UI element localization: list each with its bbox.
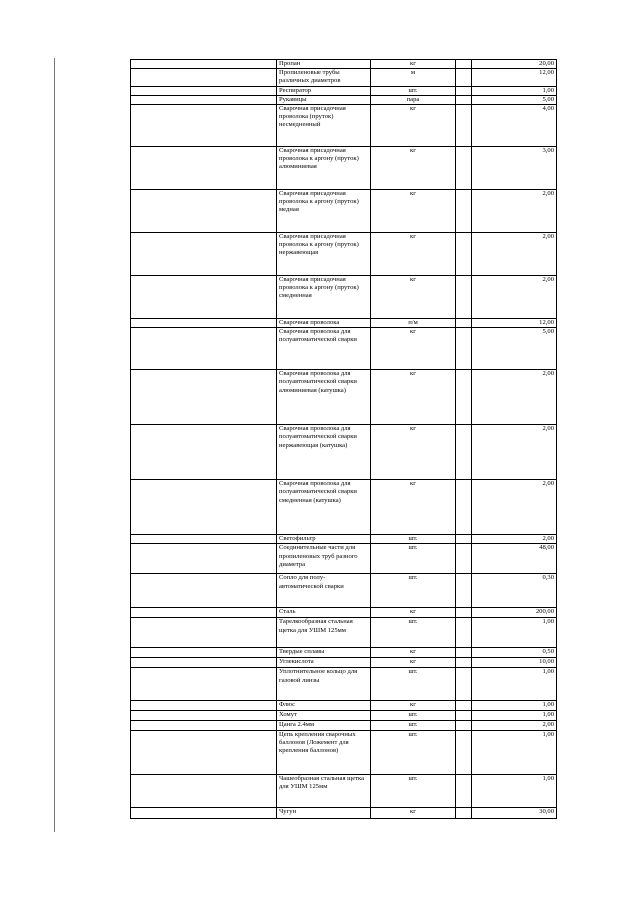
row-blank-cell [131, 544, 277, 574]
table-row [131, 574, 557, 608]
row-spacer-cell [456, 658, 472, 668]
row-spacer-cell [456, 69, 472, 86]
unit-cell: шт. [371, 574, 456, 608]
table-row [131, 480, 557, 535]
table-row [131, 328, 557, 370]
row-blank-cell [131, 95, 277, 104]
material-name-cell: Цепь крепления сварочных баллонов (Ложемент для крепления баллонов) [277, 730, 371, 774]
unit-cell: кг [371, 480, 456, 535]
material-name-cell: Сварочная проволока для полуавтоматической сварки [277, 328, 371, 370]
row-spacer-cell [456, 807, 472, 818]
material-name-cell: Цанга 2.4мм [277, 720, 371, 730]
row-blank-cell [131, 720, 277, 730]
row-blank-cell [131, 535, 277, 544]
unit-cell: пара [371, 95, 456, 104]
row-spacer-cell [456, 233, 472, 276]
row-spacer-cell [456, 608, 472, 618]
material-name-cell: Светофильтр [277, 535, 371, 544]
quantity-cell: 10,00 [472, 658, 557, 668]
row-spacer-cell [456, 720, 472, 730]
table-row [131, 701, 557, 711]
quantity-cell: 48,00 [472, 544, 557, 574]
material-name-cell: Углекислота [277, 658, 371, 668]
unit-cell: шт. [371, 774, 456, 807]
table-row [131, 276, 557, 319]
row-blank-cell [131, 701, 277, 711]
material-name-cell: Сварочная присадочная проволока к аргону (пруток) медная [277, 190, 371, 233]
materials-table [130, 59, 557, 819]
row-blank-cell [131, 233, 277, 276]
quantity-cell: 5,00 [472, 328, 557, 370]
material-name-cell: Респиратор [277, 86, 371, 95]
table-row [131, 730, 557, 774]
row-blank-cell [131, 147, 277, 190]
table-row [131, 618, 557, 648]
unit-cell: шт. [371, 618, 456, 648]
material-name-cell: Чашеобразная стальная щетка для УШМ 125мм [277, 774, 371, 807]
row-spacer-cell [456, 60, 472, 69]
row-spacer-cell [456, 190, 472, 233]
quantity-cell: 2,00 [472, 276, 557, 319]
material-name-cell: Хомут [277, 711, 371, 720]
quantity-cell: 20,00 [472, 60, 557, 69]
material-name-cell: Сопло для полу-автоматической сварки [277, 574, 371, 608]
row-blank-cell [131, 276, 277, 319]
row-blank-cell [131, 86, 277, 95]
table-row [131, 648, 557, 658]
quantity-cell: 2,00 [472, 233, 557, 276]
table-row [131, 105, 557, 147]
material-name-cell: Тарелкообразная стальная щетка для УШМ 125мм [277, 618, 371, 648]
unit-cell: кг [371, 370, 456, 425]
row-blank-cell [131, 774, 277, 807]
row-spacer-cell [456, 425, 472, 480]
unit-cell: шт. [371, 730, 456, 774]
row-spacer-cell [456, 95, 472, 104]
quantity-cell: 200,00 [472, 608, 557, 618]
row-spacer-cell [456, 480, 472, 535]
material-name-cell: Сварочная проволока для полуавтоматической сварки смедненная (катушка) [277, 480, 371, 535]
row-spacer-cell [456, 648, 472, 658]
material-name-cell: Рукавицы [277, 95, 371, 104]
quantity-cell: 4,00 [472, 105, 557, 147]
table-row [131, 658, 557, 668]
table-row [131, 69, 557, 86]
row-spacer-cell [456, 328, 472, 370]
table-row [131, 95, 557, 104]
row-blank-cell [131, 807, 277, 818]
row-blank-cell [131, 60, 277, 69]
material-name-cell: Твердые сплавы [277, 648, 371, 658]
quantity-cell: 1,00 [472, 86, 557, 95]
table-row [131, 233, 557, 276]
row-blank-cell [131, 618, 277, 648]
table-row [131, 319, 557, 328]
unit-cell: шт. [371, 668, 456, 701]
unit-cell: шт. [371, 720, 456, 730]
unit-cell: кг [371, 658, 456, 668]
row-blank-cell [131, 648, 277, 658]
unit-cell: кг [371, 425, 456, 480]
material-name-cell: Сталь [277, 608, 371, 618]
unit-cell: кг [371, 233, 456, 276]
row-spacer-cell [456, 544, 472, 574]
row-blank-cell [131, 370, 277, 425]
row-blank-cell [131, 711, 277, 720]
material-name-cell: Сварочная присадочная проволока (пруток) несмедненный [277, 105, 371, 147]
quantity-cell: 1,00 [472, 701, 557, 711]
quantity-cell: 1,00 [472, 618, 557, 648]
quantity-cell: 2,00 [472, 480, 557, 535]
quantity-cell: 1,00 [472, 668, 557, 701]
unit-cell: шт. [371, 535, 456, 544]
quantity-cell: 1,00 [472, 774, 557, 807]
row-spacer-cell [456, 574, 472, 608]
row-blank-cell [131, 190, 277, 233]
quantity-cell: 2,00 [472, 425, 557, 480]
material-name-cell: Сварочная присадочная проволока к аргону (пруток) алюминиевая [277, 147, 371, 190]
row-spacer-cell [456, 618, 472, 648]
table-row [131, 60, 557, 69]
unit-cell: кг [371, 807, 456, 818]
material-name-cell: Соединительные части для пропиленовых труб разного диаметра [277, 544, 371, 574]
row-spacer-cell [456, 535, 472, 544]
row-blank-cell [131, 608, 277, 618]
quantity-cell: 1,00 [472, 730, 557, 774]
table-row [131, 807, 557, 818]
table-row [131, 86, 557, 95]
quantity-cell: 12,00 [472, 319, 557, 328]
table-row [131, 720, 557, 730]
unit-cell: п/м [371, 319, 456, 328]
material-name-cell: Пропан [277, 60, 371, 69]
quantity-cell: 12,00 [472, 69, 557, 86]
quantity-cell: 0,30 [472, 574, 557, 608]
unit-cell: кг [371, 276, 456, 319]
unit-cell: кг [371, 147, 456, 190]
unit-cell: кг [371, 190, 456, 233]
table-row [131, 190, 557, 233]
unit-cell: кг [371, 60, 456, 69]
quantity-cell: 30,00 [472, 807, 557, 818]
row-blank-cell [131, 668, 277, 701]
row-blank-cell [131, 425, 277, 480]
row-blank-cell [131, 319, 277, 328]
quantity-cell: 2,00 [472, 190, 557, 233]
table-row [131, 147, 557, 190]
material-name-cell: Сварочная проволока для полуавтоматической сварки алюминиевая (катушка) [277, 370, 371, 425]
quantity-cell: 2,00 [472, 535, 557, 544]
table-row [131, 711, 557, 720]
table-row [131, 608, 557, 618]
row-blank-cell [131, 105, 277, 147]
unit-cell: шт. [371, 86, 456, 95]
material-name-cell: Пропиленовые трубы различных диаметров [277, 69, 371, 86]
material-name-cell: Чугун [277, 807, 371, 818]
materials-table-body [131, 60, 557, 819]
unit-cell: кг [371, 648, 456, 658]
material-name-cell: Сварочная проволока для полуавтоматической сварки нержавеющая (катушка) [277, 425, 371, 480]
unit-cell: шт. [371, 711, 456, 720]
row-blank-cell [131, 69, 277, 86]
quantity-cell: 5,00 [472, 95, 557, 104]
row-spacer-cell [456, 668, 472, 701]
row-blank-cell [131, 730, 277, 774]
unit-cell: шт. [371, 544, 456, 574]
table-row [131, 544, 557, 574]
unit-cell: кг [371, 701, 456, 711]
table-row [131, 370, 557, 425]
quantity-cell: 3,00 [472, 147, 557, 190]
row-spacer-cell [456, 701, 472, 711]
row-blank-cell [131, 574, 277, 608]
row-spacer-cell [456, 774, 472, 807]
material-name-cell: Сварочная присадочная проволока к аргону (пруток) смедненная [277, 276, 371, 319]
unit-cell: кг [371, 105, 456, 147]
row-spacer-cell [456, 370, 472, 425]
material-name-cell: Сварочная проволока [277, 319, 371, 328]
row-spacer-cell [456, 319, 472, 328]
row-spacer-cell [456, 147, 472, 190]
unit-cell: кг [371, 328, 456, 370]
unit-cell: м [371, 69, 456, 86]
row-spacer-cell [456, 86, 472, 95]
quantity-cell: 2,00 [472, 370, 557, 425]
row-spacer-cell [456, 105, 472, 147]
left-margin-rule [54, 58, 55, 832]
table-row [131, 535, 557, 544]
material-name-cell: Сварочная присадочная проволока к аргону (пруток) нержавеющая [277, 233, 371, 276]
material-name-cell: Флюс [277, 701, 371, 711]
row-blank-cell [131, 658, 277, 668]
row-spacer-cell [456, 276, 472, 319]
quantity-cell: 0,50 [472, 648, 557, 658]
unit-cell: кг [371, 608, 456, 618]
table-row [131, 774, 557, 807]
table-row [131, 425, 557, 480]
table-row [131, 668, 557, 701]
row-blank-cell [131, 328, 277, 370]
row-spacer-cell [456, 730, 472, 774]
row-spacer-cell [456, 711, 472, 720]
quantity-cell: 1,00 [472, 711, 557, 720]
quantity-cell: 2,00 [472, 720, 557, 730]
material-name-cell: Уплотнительное кольцо для газовой линзы [277, 668, 371, 701]
row-blank-cell [131, 480, 277, 535]
